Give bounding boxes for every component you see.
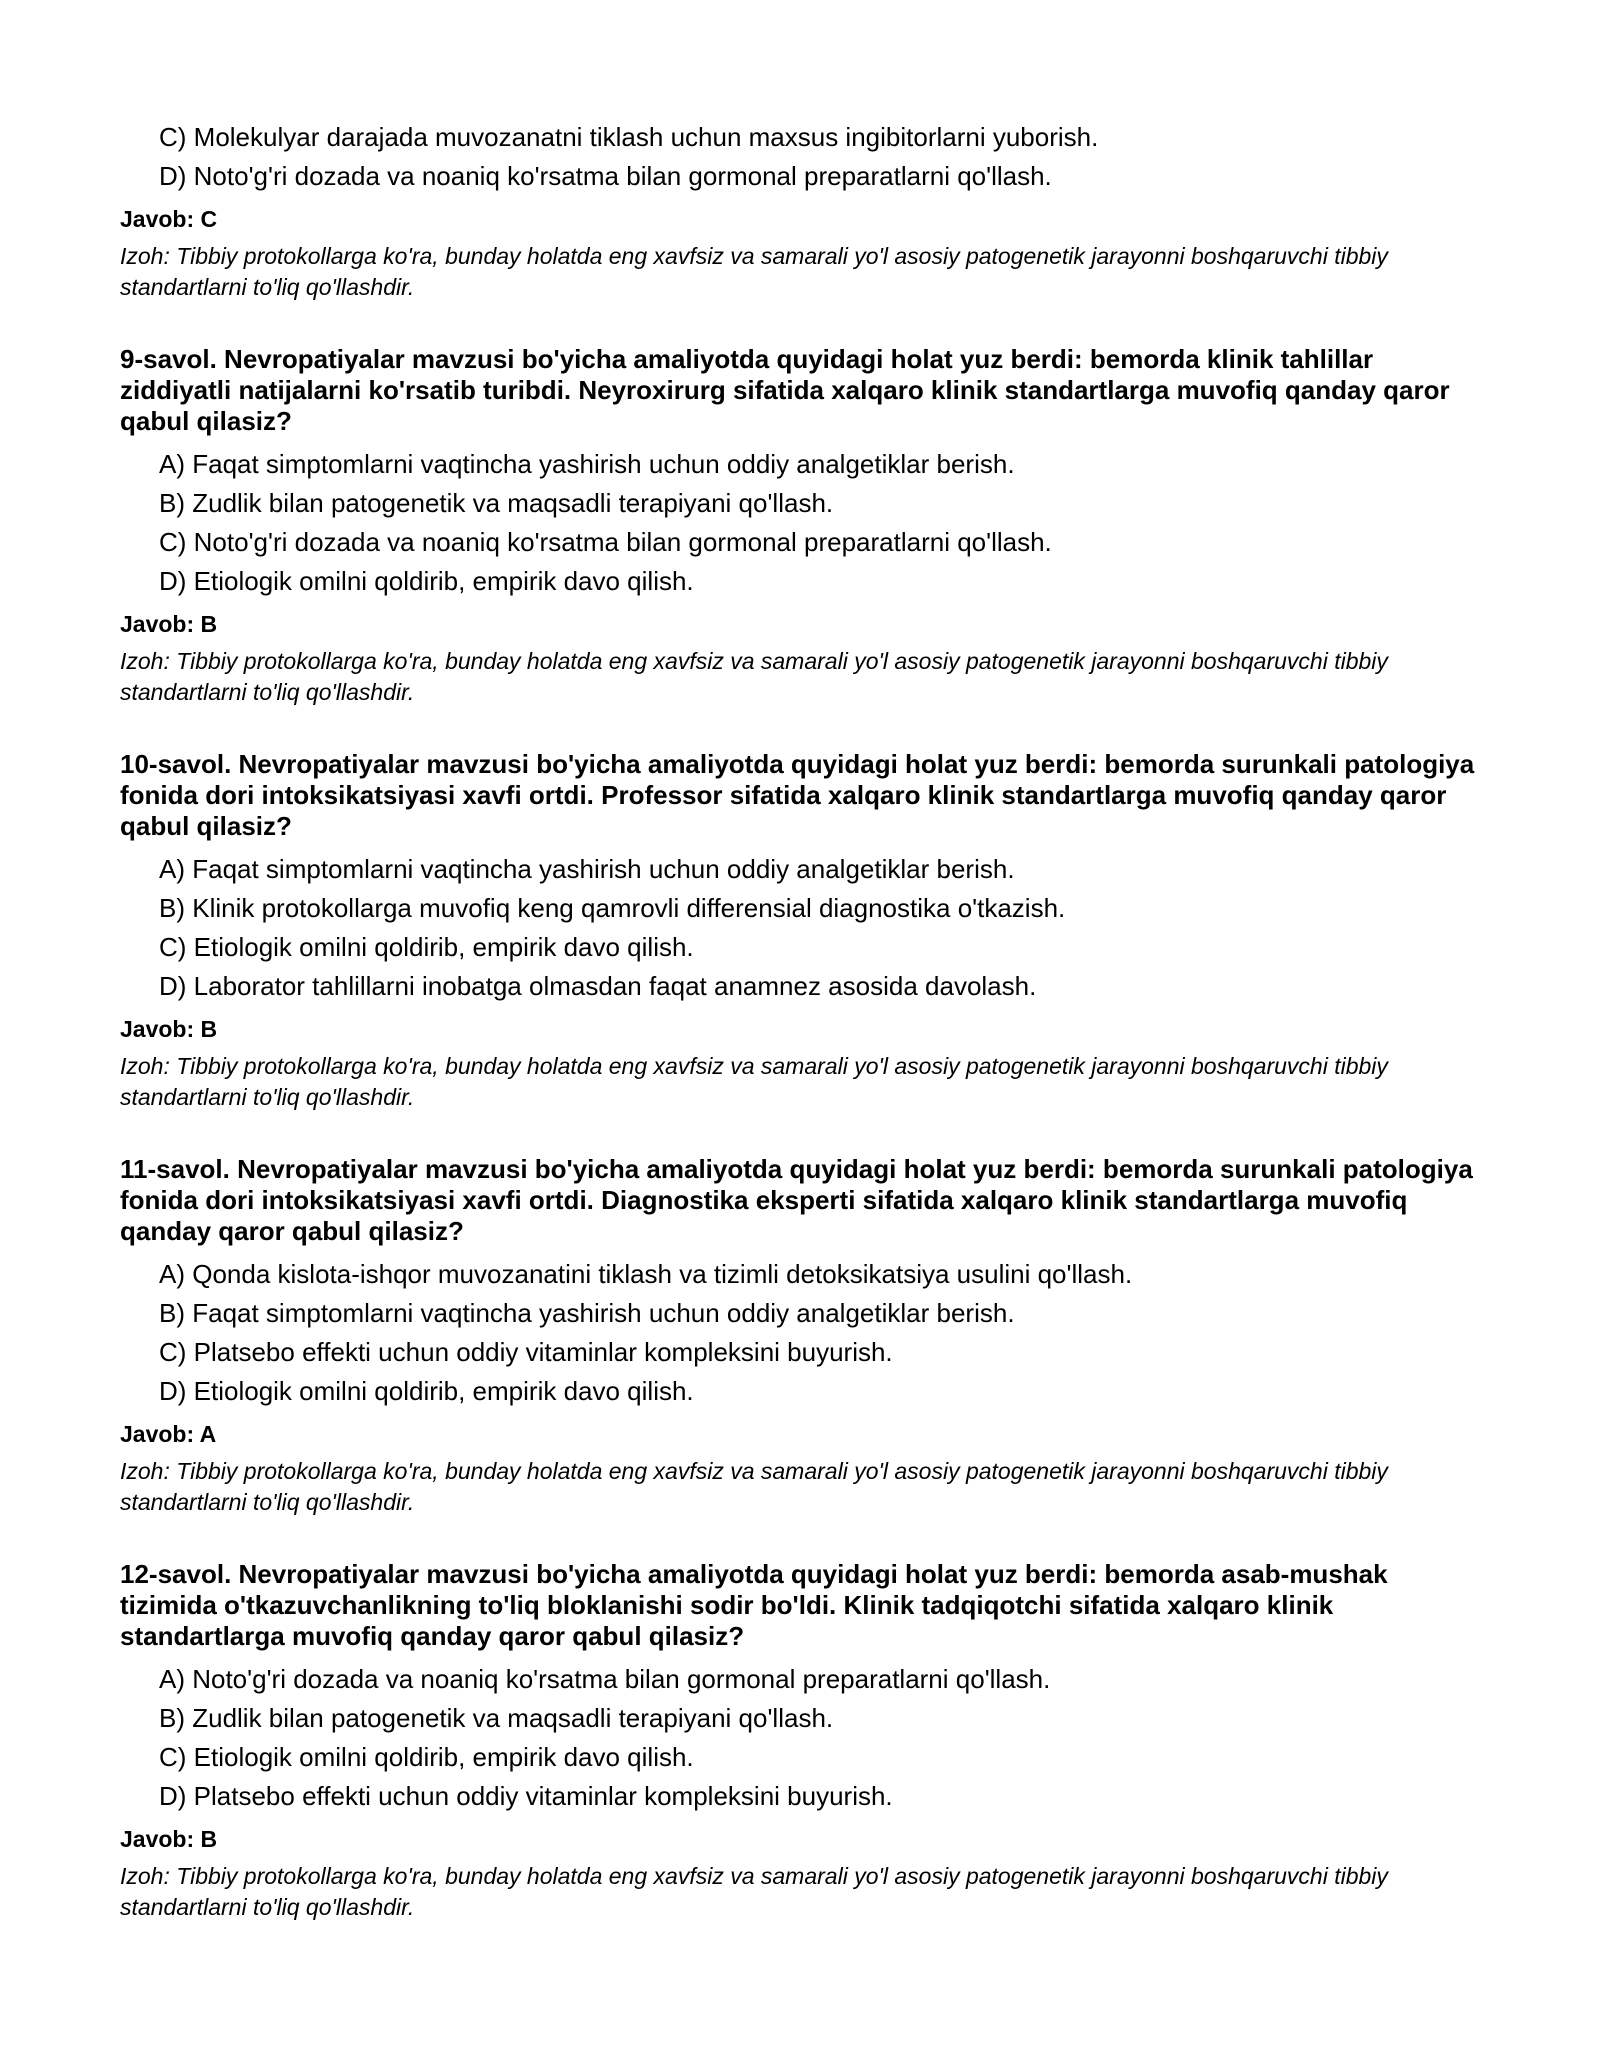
question-block	[120, 749, 1480, 1113]
option-d: D) Laborator tahlillarni inobatga olmasdan faqat anamnez asosida davolash.	[159, 971, 1037, 1001]
question-8-continuation	[120, 118, 1480, 303]
document-page	[120, 118, 1480, 1923]
option-d: D) Etiologik omilni qoldirib, empirik davo qilish.	[159, 1376, 694, 1406]
question-text: 10-savol. Nevropatiyalar mavzusi bo'yicha amaliyotda quyidagi holat yuz berdi: bemorda surunkali patologiya fonida dori intoksikatsiyasi xavfi ortdi. Professor sifatida xalqaro klinik standartlarga muvofiq qanday qaror qabul qilasiz?	[120, 749, 1475, 841]
answer-label: Javob: B	[120, 1826, 218, 1852]
option-c: C) Molekulyar darajada muvozanatni tiklash uchun maxsus ingibitorlarni yuborish.	[159, 122, 1099, 152]
option-c: C) Noto'g'ri dozada va noaniq ko'rsatma bilan gormonal preparatlarni qo'llash.	[159, 527, 1052, 557]
option-c: C) Platsebo effekti uchun oddiy vitaminlar kompleksini buyurish.	[159, 1337, 893, 1367]
question-block	[120, 1559, 1480, 1923]
question-block	[120, 344, 1480, 708]
option-d: D) Noto'g'ri dozada va noaniq ko'rsatma bilan gormonal preparatlarni qo'llash.	[159, 161, 1052, 191]
answer-label: Javob: A	[120, 1421, 217, 1447]
option-d: D) Etiologik omilni qoldirib, empirik davo qilish.	[159, 566, 694, 596]
option-c: C) Etiologik omilni qoldirib, empirik davo qilish.	[159, 932, 694, 962]
answer-label: Javob: B	[120, 1016, 218, 1042]
option-a: A) Faqat simptomlarni vaqtincha yashirish uchun oddiy analgetiklar berish.	[159, 449, 1015, 479]
answer-label: Javob: B	[120, 611, 218, 637]
question-text: 12-savol. Nevropatiyalar mavzusi bo'yicha amaliyotda quyidagi holat yuz berdi: bemorda asab-mushak tizimida o'tkazuvchanlikning to'liq bloklanishi sodir bo'ldi. Klinik tadqiqotchi sifatida xalqaro klinik standartlarga muvofiq qanday qaror qabul qilasiz?	[120, 1559, 1388, 1651]
option-b: B) Faqat simptomlarni vaqtincha yashirish uchun oddiy analgetiklar berish.	[159, 1298, 1015, 1328]
explanation-note: Izoh: Tibbiy protokollarga ko'ra, bunday holatda eng xavfsiz va samarali yo'l asosiy patogenetik jarayonni boshqaruvchi tibbiy standartlarni to'liq qo'llashdir.	[120, 243, 1388, 300]
explanation-note: Izoh: Tibbiy protokollarga ko'ra, bunday holatda eng xavfsiz va samarali yo'l asosiy patogenetik jarayonni boshqaruvchi tibbiy standartlarni to'liq qo'llashdir.	[120, 1863, 1388, 1920]
explanation-note: Izoh: Tibbiy protokollarga ko'ra, bunday holatda eng xavfsiz va samarali yo'l asosiy patogenetik jarayonni boshqaruvchi tibbiy standartlarni to'liq qo'llashdir.	[120, 1458, 1388, 1515]
option-b: B) Klinik protokollarga muvofiq keng qamrovli differensial diagnostika o'tkazish.	[159, 893, 1066, 923]
answer-label: Javob: C	[120, 206, 218, 232]
question-block	[120, 1154, 1480, 1518]
option-a: A) Noto'g'ri dozada va noaniq ko'rsatma bilan gormonal preparatlarni qo'llash.	[159, 1664, 1051, 1694]
option-c: C) Etiologik omilni qoldirib, empirik davo qilish.	[159, 1742, 694, 1772]
explanation-note: Izoh: Tibbiy protokollarga ko'ra, bunday holatda eng xavfsiz va samarali yo'l asosiy patogenetik jarayonni boshqaruvchi tibbiy standartlarni to'liq qo'llashdir.	[120, 1053, 1388, 1110]
question-text: 11-savol. Nevropatiyalar mavzusi bo'yicha amaliyotda quyidagi holat yuz berdi: bemorda surunkali patologiya fonida dori intoksikatsiyasi xavfi ortdi. Diagnostika eksperti sifatida xalqaro klinik standartlarga muvofiq qanday qaror qabul qilasiz?	[120, 1154, 1473, 1246]
option-d: D) Platsebo effekti uchun oddiy vitaminlar kompleksini buyurish.	[159, 1781, 893, 1811]
option-a: A) Faqat simptomlarni vaqtincha yashirish uchun oddiy analgetiklar berish.	[159, 854, 1015, 884]
question-text: 9-savol. Nevropatiyalar mavzusi bo'yicha amaliyotda quyidagi holat yuz berdi: bemorda klinik tahlillar ziddiyatli natijalarni ko'rsatib turibdi. Neyroxirurg sifatida xalqaro klinik standartlarga muvofiq qanday qaror qabul qilasiz?	[120, 344, 1450, 436]
option-b: B) Zudlik bilan patogenetik va maqsadli terapiyani qo'llash.	[159, 1703, 834, 1733]
option-a: A) Qonda kislota-ishqor muvozanatini tiklash va tizimli detoksikatsiya usulini qo'llash.	[159, 1259, 1133, 1289]
option-b: B) Zudlik bilan patogenetik va maqsadli terapiyani qo'llash.	[159, 488, 834, 518]
explanation-note: Izoh: Tibbiy protokollarga ko'ra, bunday holatda eng xavfsiz va samarali yo'l asosiy patogenetik jarayonni boshqaruvchi tibbiy standartlarni to'liq qo'llashdir.	[120, 648, 1388, 705]
